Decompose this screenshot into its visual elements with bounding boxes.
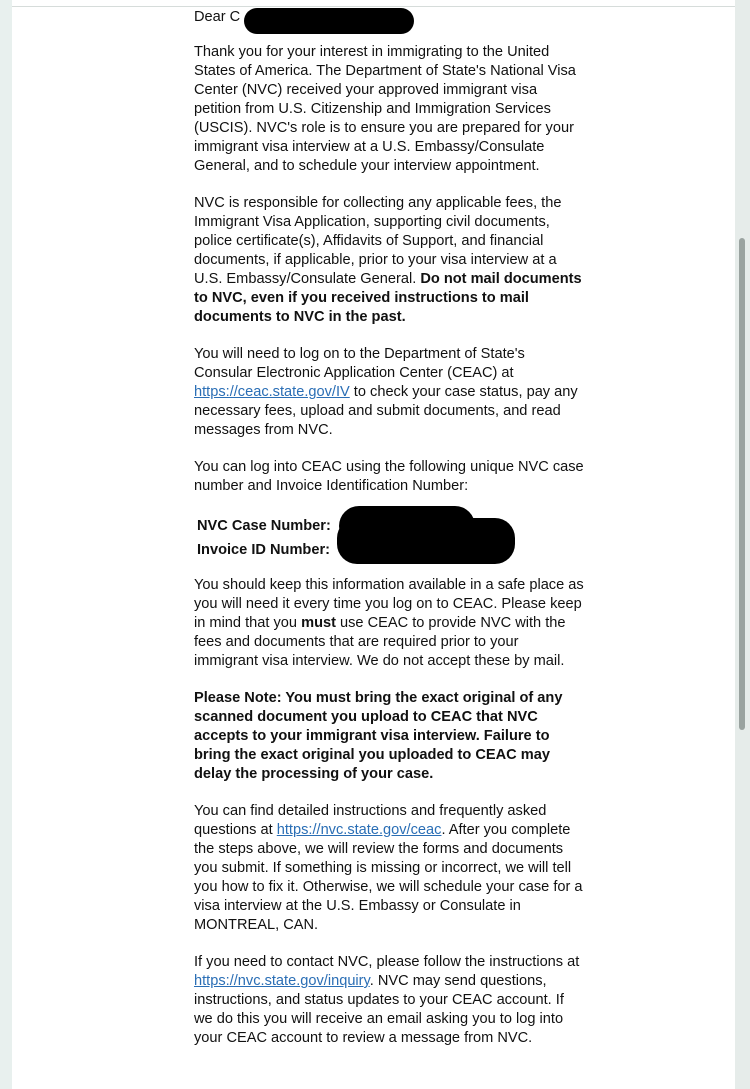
redacted-invoice-id-mark bbox=[337, 518, 515, 564]
instructions-text-start: You can find detailed instructions and frequently asked questions at bbox=[194, 803, 547, 838]
case-number-intro-paragraph: You can log into CEAC using the following unique NVC case number and Invoice Identification Number: bbox=[194, 459, 584, 494]
instructions-paragraph bbox=[194, 802, 586, 935]
please-note-paragraph: Please Note: You must bring the exact original of any scanned document you upload to CEAC that NVC accepts to your immigrant visa interview. Failure to bring the exact original you uploaded to CEAC may delay the processing of your case. bbox=[194, 690, 563, 782]
invoice-id-label: Invoice ID Number: bbox=[197, 542, 330, 558]
redacted-name-mark bbox=[244, 8, 414, 34]
ceac-login-text-start: You will need to log on to the Department of State's Consular Electronic Application Center (CEAC) at bbox=[194, 346, 525, 381]
intro-paragraph: Thank you for your interest in immigrating to the United States of America. The Department of State's National Visa Center (NVC) received your approved immigrant visa petition from U.S. Citizenship and Immigration Services (USCIS). NVC's role is to ensure you are prepared for your immigrant visa interview at a U.S. Embassy/Consulate General, and to schedule your interview appointment. bbox=[194, 44, 576, 174]
invoice-id-row bbox=[197, 538, 586, 562]
left-margin bbox=[0, 0, 12, 1089]
responsibilities-text: NVC is responsible for collecting any applicable fees, the Immigrant Visa Application, supporting civil documents, police certificate(s), Affidavits of Support, and financial documents, if applicable, prior to your visa interview at a U.S. Embassy/Consulate General. bbox=[194, 195, 562, 287]
contact-text-start: If you need to contact NVC, please follow the instructions at bbox=[194, 954, 580, 970]
instructions-text-end: . After you complete the steps above, we will review the forms and documents you submit. If something is missing or incorrect, we will tell you how to fix it. Otherwise, we will schedule your case for a visa interview at the U.S. Embassy or Consulate in MONTREAL, CAN. bbox=[194, 822, 583, 933]
keep-info-text-end: use CEAC to provide NVC with the fees and documents that are required prior to your immigrant visa interview. We do not accept these by mail. bbox=[194, 615, 566, 669]
greeting-line bbox=[194, 8, 586, 27]
ceac-login-paragraph bbox=[194, 345, 586, 440]
keep-info-text-start: You should keep this information available in a safe place as you will need it every time you log on to CEAC. Please keep in mind that you bbox=[194, 577, 584, 631]
nvc-inquiry-link[interactable]: https://nvc.state.gov/inquiry bbox=[194, 973, 370, 989]
ceac-iv-link[interactable]: https://ceac.state.gov/IV bbox=[194, 384, 350, 400]
responsibilities-paragraph bbox=[194, 194, 586, 327]
contact-text-end: . NVC may send questions, instructions, and status updates to your CEAC account. If we do this you will receive an email asking you to log into your CEAC account to review a message from NVC. bbox=[194, 973, 564, 1046]
keep-info-paragraph bbox=[194, 576, 586, 671]
email-body bbox=[194, 8, 586, 1066]
nvc-ceac-link[interactable]: https://nvc.state.gov/ceac bbox=[276, 822, 442, 838]
ceac-login-text-end: to check your case status, pay any necessary fees, upload and submit documents, and read messages from NVC. bbox=[194, 384, 578, 438]
must-emphasis: must bbox=[301, 615, 336, 631]
top-divider bbox=[12, 6, 735, 7]
scrollbar-thumb[interactable] bbox=[739, 238, 745, 730]
credentials-block bbox=[197, 514, 586, 562]
greeting-text: Dear C bbox=[194, 9, 241, 25]
contact-paragraph bbox=[194, 953, 586, 1048]
do-not-mail-warning: Do not mail documents to NVC, even if you received instructions to mail documents to NVC in the past. bbox=[194, 271, 582, 325]
case-number-label: NVC Case Number: bbox=[197, 518, 331, 534]
